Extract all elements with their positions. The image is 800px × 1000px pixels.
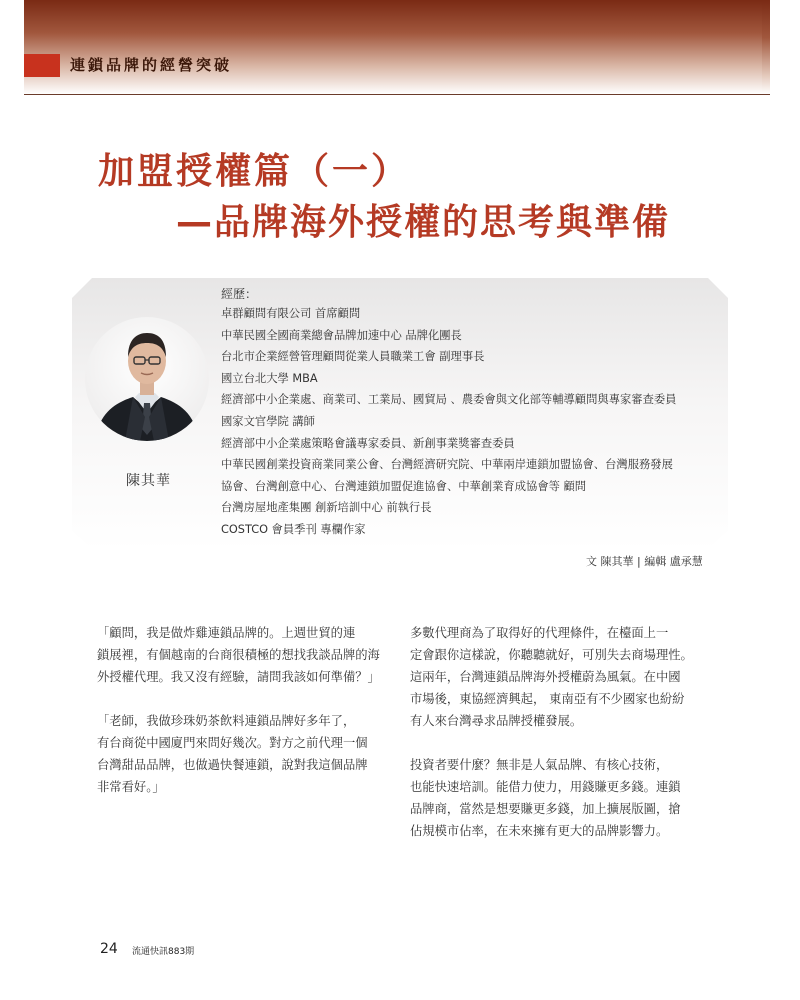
text-line: 市場後，東協經濟興起， 東南亞有不少國家也紛紛 bbox=[410, 692, 685, 706]
credential-item: 台北市企業經營管理顧問從業人員職業工會 副理事長 bbox=[221, 350, 485, 364]
text-line: 外授權代理。我又沒有經驗，請問我該如何準備？」 bbox=[97, 670, 380, 684]
text-line: 「老師，我做珍珠奶茶飲料連鎖品牌好多年了， bbox=[97, 714, 356, 728]
credentials-list bbox=[221, 303, 721, 541]
body-column-right bbox=[410, 622, 710, 842]
text-line: 多數代理商為了取得好的代理條件，在檯面上一 bbox=[410, 626, 669, 640]
page-number: 24 bbox=[100, 941, 118, 957]
paragraph bbox=[410, 754, 710, 842]
header-band bbox=[24, 0, 762, 94]
credential-item: 協會、台灣創意中心、台灣連鎖加盟促進協會、中華創業育成協會等 顧問 bbox=[221, 479, 587, 493]
credential-item: 中華民國全國商業總會品牌加速中心 品牌化團長 bbox=[221, 328, 462, 342]
portrait-illustration bbox=[85, 317, 209, 441]
text-line: 台灣甜品品牌，也做過快餐連鎖，說對我這個品牌 bbox=[97, 758, 368, 772]
credential-item: 國立台北大學 MBA bbox=[221, 371, 318, 385]
credential-item: 經濟部中小企業處策略會議專家委員、新創事業獎審查委員 bbox=[221, 436, 515, 450]
header-band-edge bbox=[762, 0, 770, 94]
text-line: 投資者要什麼？無非是人氣品牌、有核心技術， bbox=[410, 758, 669, 772]
paragraph bbox=[410, 622, 710, 732]
text-line: 定會跟你這樣說，你聽聽就好，可別失去商場理性。 bbox=[410, 648, 693, 662]
header-rule bbox=[24, 94, 770, 95]
credential-item: 國家文官學院 講師 bbox=[221, 414, 315, 428]
credential-item: 卓群顧問有限公司 首席顧問 bbox=[221, 307, 361, 320]
text-line: 鎖展裡，有個越南的台商很積極的想找我談品牌的海 bbox=[97, 648, 380, 662]
credentials-heading: 經歷： bbox=[221, 287, 258, 301]
body-column-left bbox=[97, 622, 397, 798]
text-line: 佔規模市佔率，在未來擁有更大的品牌影響力。 bbox=[410, 824, 669, 838]
text-line: 「顧問，我是做炸雞連鎖品牌的。上週世貿的連 bbox=[97, 626, 356, 640]
section-title: 連鎖品牌的經營突破 bbox=[70, 56, 233, 74]
author-name: 陳其華 bbox=[126, 473, 171, 489]
credential-item: COSTCO 會員季刊 專欄作家 bbox=[221, 522, 366, 536]
credential-item: 台灣房屋地產集團 創新培訓中心 前執行長 bbox=[221, 501, 432, 515]
text-line: 品牌商，當然是想要賺更多錢，加上擴展版圖，搶 bbox=[410, 802, 681, 816]
text-line: 有人來台灣尋求品牌授權發展。 bbox=[410, 714, 583, 728]
text-line: 非常看好。」 bbox=[97, 780, 165, 794]
text-line: 也能快速培訓。能借力使力，用錢賺更多錢。連鎖 bbox=[410, 780, 681, 794]
byline: 文 陳其華 | 編輯 盧承慧 bbox=[586, 555, 703, 568]
paragraph bbox=[97, 710, 397, 798]
article-title-line2: —品牌海外授權的思考與準備 bbox=[176, 202, 671, 243]
paragraph bbox=[97, 622, 397, 688]
author-photo bbox=[85, 317, 209, 441]
section-marker bbox=[24, 54, 60, 77]
credential-item: 中華民國創業投資商業同業公會、台灣經濟研究院、中華兩岸連鎖加盟協會、台灣服務發展 bbox=[221, 458, 673, 472]
credential-item: 經濟部中小企業處、商業司、工業局、國貿局 、農委會與文化部等輔導顧問與專家審查委員 bbox=[221, 393, 677, 407]
text-line: 這兩年，台灣連鎖品牌海外授權蔚為風氣。在中國 bbox=[410, 670, 681, 684]
issue-label: 流通快訊883期 bbox=[132, 947, 195, 957]
article-title-line1: 加盟授權篇（一） bbox=[98, 151, 411, 192]
text-line: 有台商從中國廈門來問好幾次。對方之前代理一個 bbox=[97, 736, 368, 750]
